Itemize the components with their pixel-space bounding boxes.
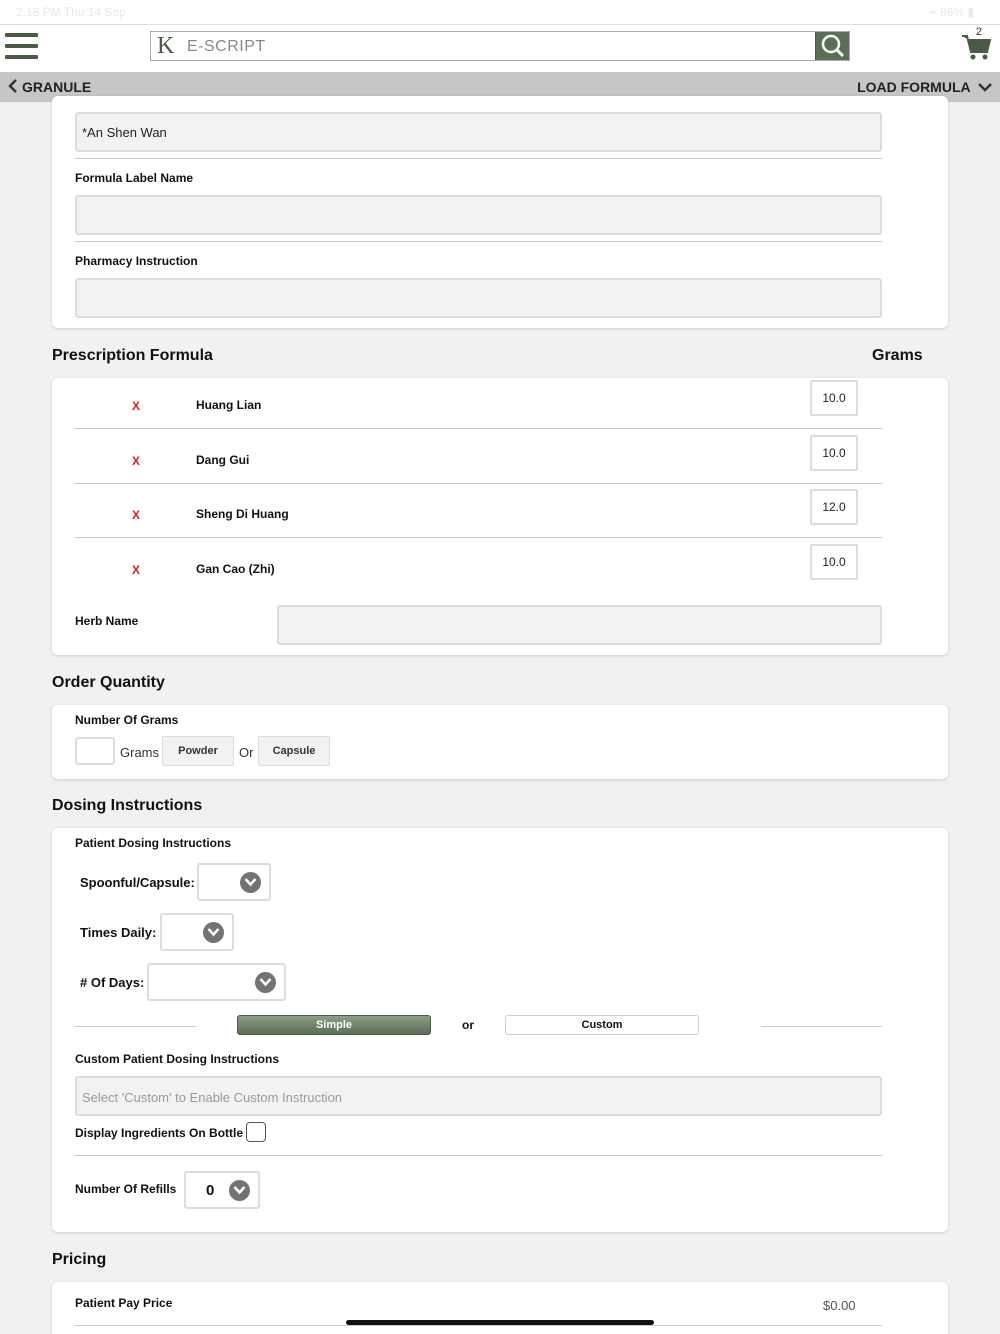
divider — [761, 1026, 882, 1027]
number-of-days-label: # Of Days: — [80, 975, 145, 990]
chevron-down-icon — [233, 1185, 246, 1196]
divider — [75, 158, 882, 159]
order-quantity-card — [52, 705, 948, 779]
formula-name-input[interactable] — [75, 112, 882, 152]
number-of-days-select[interactable] — [147, 963, 286, 1001]
spoonful-capsule-label: Spoonful/Capsule: — [80, 875, 195, 890]
or-label: or — [462, 1018, 474, 1032]
dosing-instructions-title: Dosing Instructions — [52, 797, 203, 814]
herb-name: Dang Gui — [196, 452, 250, 467]
number-of-grams-input[interactable] — [75, 737, 115, 765]
divider — [75, 537, 882, 538]
formula-label-name-label: Formula Label Name — [75, 171, 194, 185]
grams-unit-label: Grams — [120, 745, 159, 760]
simple-button[interactable]: Simple — [237, 1015, 431, 1035]
back-label: GRANULE — [22, 79, 92, 95]
pharmacy-instruction-input[interactable] — [75, 278, 882, 318]
formula-label-name-input[interactable] — [75, 195, 882, 235]
custom-dosing-input[interactable] — [75, 1076, 882, 1116]
capsule-button[interactable]: Capsule — [258, 736, 330, 766]
formula-name-value: *An Shen Wan — [82, 125, 167, 140]
pricing-card — [52, 1282, 948, 1334]
times-daily-select[interactable] — [160, 913, 234, 951]
custom-dosing-placeholder: Select 'Custom' to Enable Custom Instruction — [82, 1090, 343, 1105]
search-input[interactable]: E-SCRIPT — [187, 38, 266, 55]
remove-herb-button[interactable]: X — [132, 563, 141, 578]
divider — [75, 1026, 196, 1027]
chevron-left-icon — [8, 79, 18, 93]
powder-button[interactable]: Powder — [162, 736, 234, 766]
status-bar — [0, 0, 1000, 24]
status-indicators: ⌁ 86% ▮ — [929, 5, 974, 19]
herb-name: Sheng Di Huang — [196, 507, 289, 522]
pricing-title: Pricing — [52, 1251, 107, 1268]
patient-pay-value: $0.00 — [823, 1298, 856, 1313]
search-icon — [820, 34, 846, 58]
display-ingredients-label: Display Ingredients On Bottle — [75, 1126, 244, 1140]
top-bar — [0, 24, 1000, 72]
custom-dosing-label: Custom Patient Dosing Instructions — [75, 1052, 280, 1066]
refills-label: Number Of Refills — [75, 1182, 177, 1196]
number-of-grams-label: Number Of Grams — [75, 713, 179, 727]
or-label: Or — [239, 745, 254, 760]
herb-grams-input[interactable]: 10.0 — [810, 544, 858, 580]
spoonful-capsule-select[interactable] — [197, 863, 271, 901]
divider — [75, 483, 882, 484]
search-button[interactable] — [815, 32, 849, 60]
chevron-down-icon — [259, 977, 272, 988]
home-indicator — [346, 1320, 654, 1325]
cart-count-badge: 2 — [975, 26, 982, 38]
custom-button[interactable]: Custom — [505, 1015, 699, 1035]
k-logo-icon: K — [157, 33, 175, 59]
chevron-down-icon — [978, 82, 992, 92]
divider — [75, 241, 882, 242]
refills-select[interactable] — [184, 1171, 260, 1209]
order-quantity-title: Order Quantity — [52, 674, 165, 691]
chevron-down-icon — [244, 877, 257, 888]
herb-name: Gan Cao (Zhi) — [196, 562, 275, 577]
load-formula-button[interactable] — [857, 79, 992, 95]
divider — [75, 1325, 882, 1326]
formula-info-card — [52, 96, 948, 328]
herb-grams-input[interactable]: 12.0 — [810, 489, 858, 525]
refills-value: 0 — [206, 1182, 215, 1199]
pharmacy-instruction-label: Pharmacy Instruction — [75, 254, 198, 268]
remove-herb-button[interactable]: X — [132, 399, 141, 413]
times-daily-label: Times Daily: — [80, 925, 157, 940]
herb-name: Huang Lian — [196, 398, 262, 412]
patient-pay-label: Patient Pay Price — [75, 1296, 173, 1310]
prescription-formula-title: Prescription Formula — [52, 347, 213, 364]
display-ingredients-checkbox[interactable] — [246, 1122, 266, 1142]
herb-grams-input[interactable]: 10.0 — [810, 435, 858, 471]
hamburger-menu-icon[interactable] — [5, 33, 38, 61]
prescription-card — [52, 378, 948, 655]
load-formula-label: LOAD FORMULA — [857, 79, 971, 95]
remove-herb-button[interactable]: X — [132, 508, 141, 523]
dosing-card — [52, 828, 948, 1232]
chevron-down-icon — [207, 927, 220, 938]
herb-grams-input[interactable]: 10.0 — [810, 380, 858, 416]
grams-header: Grams — [872, 347, 923, 364]
herb-name-label: Herb Name — [75, 614, 139, 628]
patient-dosing-label: Patient Dosing Instructions — [75, 836, 232, 850]
status-time: 2:18 PM Thu 14 Sep — [16, 5, 126, 19]
herb-name-input[interactable] — [277, 605, 882, 645]
divider — [75, 1155, 882, 1156]
cart-button[interactable] — [960, 26, 992, 62]
back-button[interactable] — [8, 79, 91, 95]
divider — [75, 428, 882, 429]
search-bar[interactable] — [150, 31, 850, 61]
remove-herb-button[interactable]: X — [132, 453, 141, 468]
